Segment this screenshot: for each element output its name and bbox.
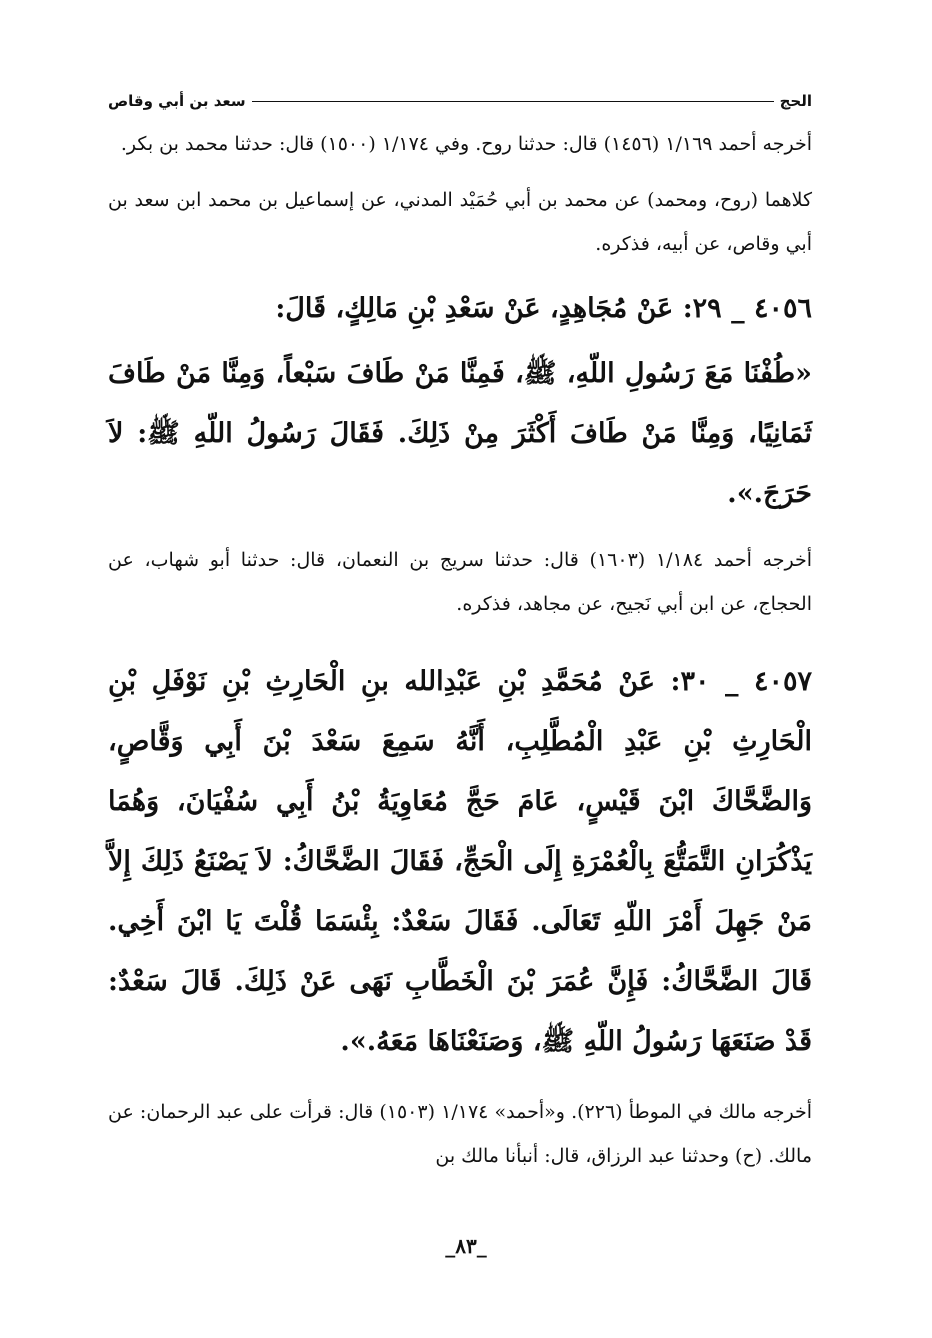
hadith-text: ٤٠٥٧ _ ٣٠: عَنْ مُحَمَّدِ بْنِ عَبْدِالله بنِ الْحَارِثِ بْنِ نَوْفَلِ بْنِ الْحَارِثِ بْنِ عَبْدِ الْمُطَّلِبِ، أَنَّهُ سَمِعَ سَعْدَ بْنَ أَبِي وَقَّاصٍ، وَالضَّحَّاكَ ابْنَ قَيْسٍ، عَامَ حَجَّ مُعَاوِيَةُ بْنُ أَبِي سُفْيَانَ، وَهُمَا يَذْكُرَانِ التَّمَتُّعَ بِالْعُمْرَةِ إِلَى الْحَجِّ، فَقَالَ الضَّحَّاكُ: لاَ يَصْنَعُ ذَلِكَ إِلاَّ مَنْ جَهِلَ أَمْرَ اللّهِ تَعَالَى. فَقَالَ سَعْدٌ: بِئْسَمَا قُلْتَ يَا ابْنَ أَخِي. قَالَ الضَّحَّاكُ: فَإِنَّ عُمَرَ بْنَ الْخَطَّابِ نَهَى عَنْ ذَلِكَ. قَالَ سَعْدٌ: قَدْ صَنَعَهَا رَسُولُ اللّهِ ﷺ، وَصَنَعْنَاهَا مَعَهُ.». (108, 666, 812, 1057)
source-note: كلاهما (روح، ومحمد) عن محمد بن أبي حُمَيْد المدني، عن إسماعيل بن محمد ابن سعد بن أبي وقاص، عن أبيه، فذكره. (108, 189, 812, 255)
hadith-text: «طُفْنَا مَعَ رَسُولِ اللّهِ، ﷺ، فَمِنَّا مَنْ طَافَ سَبْعاً، وَمِنَّا مَنْ طَافَ ثَمَانِيًا، وَمِنَّا مَنْ طَافَ أَكْثَرَ مِنْ ذَلِكَ. فَقَالَ رَسُولُ اللّهِ ﷺ: لاَ حَرَجَ.». (108, 358, 813, 509)
source-note: أخرجه أحمد ١/١٨٤ (١٦٠٣) قال: حدثنا سريج بن النعمان، قال: حدثنا أبو شهاب، عن الحجاج، عن ابن أبي نَجيح، عن مجاهد، فذكره. (108, 549, 813, 615)
section-title: سعد بن أبي وقاص (108, 92, 246, 110)
header-rule (252, 101, 774, 102)
running-header (108, 86, 812, 116)
page-body (108, 86, 812, 1178)
hadith-heading: ٤٠٥٦ _ ٢٩: عَنْ مُجَاهِدٍ، عَنْ سَعْدِ بْنِ مَالِكٍ، قَالَ: (275, 293, 812, 324)
chapter-title: الحج (779, 92, 812, 110)
source-note: أخرجه مالك في الموطأ (٢٢٦). و«أحمد» ١/١٧٤ (١٥٠٣) قال: قرأت على عبد الرحمان: عن مالك. (ح) وحدثنا عبد الرزاق، قال: أنبأنا مالك بن (108, 1101, 813, 1167)
page-number: _٨٣_ (445, 1234, 487, 1258)
source-note: أخرجه أحمد ١/١٦٩ (١٤٥٦) قال: حدثنا روح. وفي ١/١٧٤ (١٥٠٠) قال: حدثنا محمد بن بكر. (120, 133, 812, 155)
